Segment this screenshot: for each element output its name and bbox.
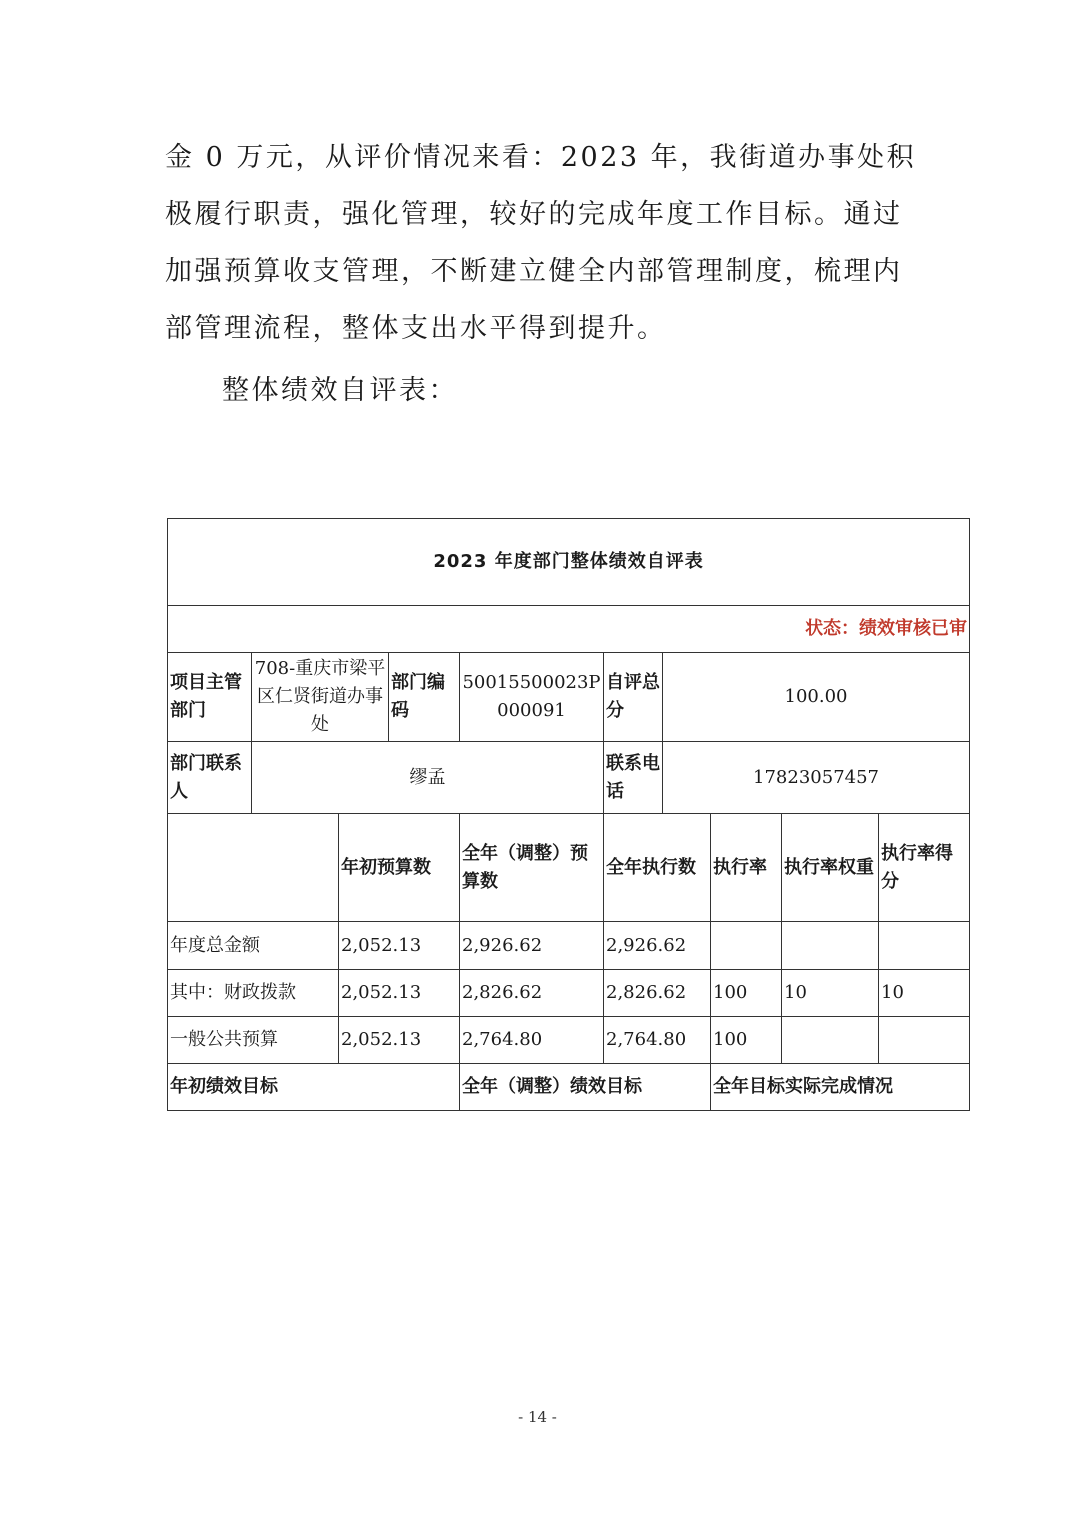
table-cell: 2,826.62: [604, 970, 711, 1017]
table-row: [168, 970, 970, 1017]
code-value: 50015500023P000091: [460, 653, 604, 742]
header-cell: 执行率得分: [879, 814, 970, 922]
header-cell: 执行率权重: [782, 814, 879, 922]
dept-value: 708-重庆市梁平区仁贤街道办事处: [252, 653, 389, 742]
table-cell: 2,764.80: [460, 1017, 604, 1064]
table-cell: [879, 922, 970, 970]
table-title: 2023 年度部门整体绩效自评表: [168, 519, 970, 606]
header-cell: [168, 814, 339, 922]
table-cell: 10: [782, 970, 879, 1017]
phone-value: 17823057457: [663, 742, 970, 814]
goal-header-initial: 年初绩效目标: [168, 1064, 460, 1111]
header-cell: 全年（调整）预算数: [460, 814, 604, 922]
performance-table: [167, 518, 970, 1111]
header-cell: 全年执行数: [604, 814, 711, 922]
table-cell: [711, 922, 782, 970]
table-cell: 2,926.62: [460, 922, 604, 970]
header-cell: 执行率: [711, 814, 782, 922]
table-cell: 2,052.13: [339, 970, 460, 1017]
body-paragraph: 金 0 万元，从评价情况来看：2023 年，我街道办事处积极履行职责，强化管理，较好的完成年度工作目标。通过加强预算收支管理，不断建立健全内部管理制度，梳理内部管理流程，整体支出水平得到提升。: [165, 142, 917, 344]
score-label: 自评总分: [604, 653, 663, 742]
table-cell: 2,052.13: [339, 1017, 460, 1064]
table-cell: 2,764.80: [604, 1017, 711, 1064]
table-cell: 2,052.13: [339, 922, 460, 970]
status-badge: 状态：绩效审核已审: [168, 606, 970, 653]
table-intro-paragraph: 整体绩效自评表：: [222, 375, 458, 406]
header-cell: 年初预算数: [339, 814, 460, 922]
row-label: 年度总金额: [168, 922, 339, 970]
dept-label: 项目主管部门: [168, 653, 252, 742]
row-label: 其中：财政拨款: [168, 970, 339, 1017]
goal-header-adjusted: 全年（调整）绩效目标: [460, 1064, 711, 1111]
table-cell: [879, 1017, 970, 1064]
goal-header-actual: 全年目标实际完成情况: [711, 1064, 970, 1111]
contact-value: 缪孟: [252, 742, 604, 814]
table-cell: 10: [879, 970, 970, 1017]
table-cell: [782, 1017, 879, 1064]
code-label: 部门编码: [389, 653, 460, 742]
table-cell: 2,826.62: [460, 970, 604, 1017]
score-value: 100.00: [663, 653, 970, 742]
table-row: [168, 922, 970, 970]
table-cell: 100: [711, 970, 782, 1017]
page-number: - 14 -: [518, 1408, 557, 1426]
table-cell: [782, 922, 879, 970]
row-label: 一般公共预算: [168, 1017, 339, 1064]
table-row: [168, 1017, 970, 1064]
contact-label: 部门联系人: [168, 742, 252, 814]
table-cell: 2,926.62: [604, 922, 711, 970]
phone-label: 联系电话: [604, 742, 663, 814]
table-cell: 100: [711, 1017, 782, 1064]
